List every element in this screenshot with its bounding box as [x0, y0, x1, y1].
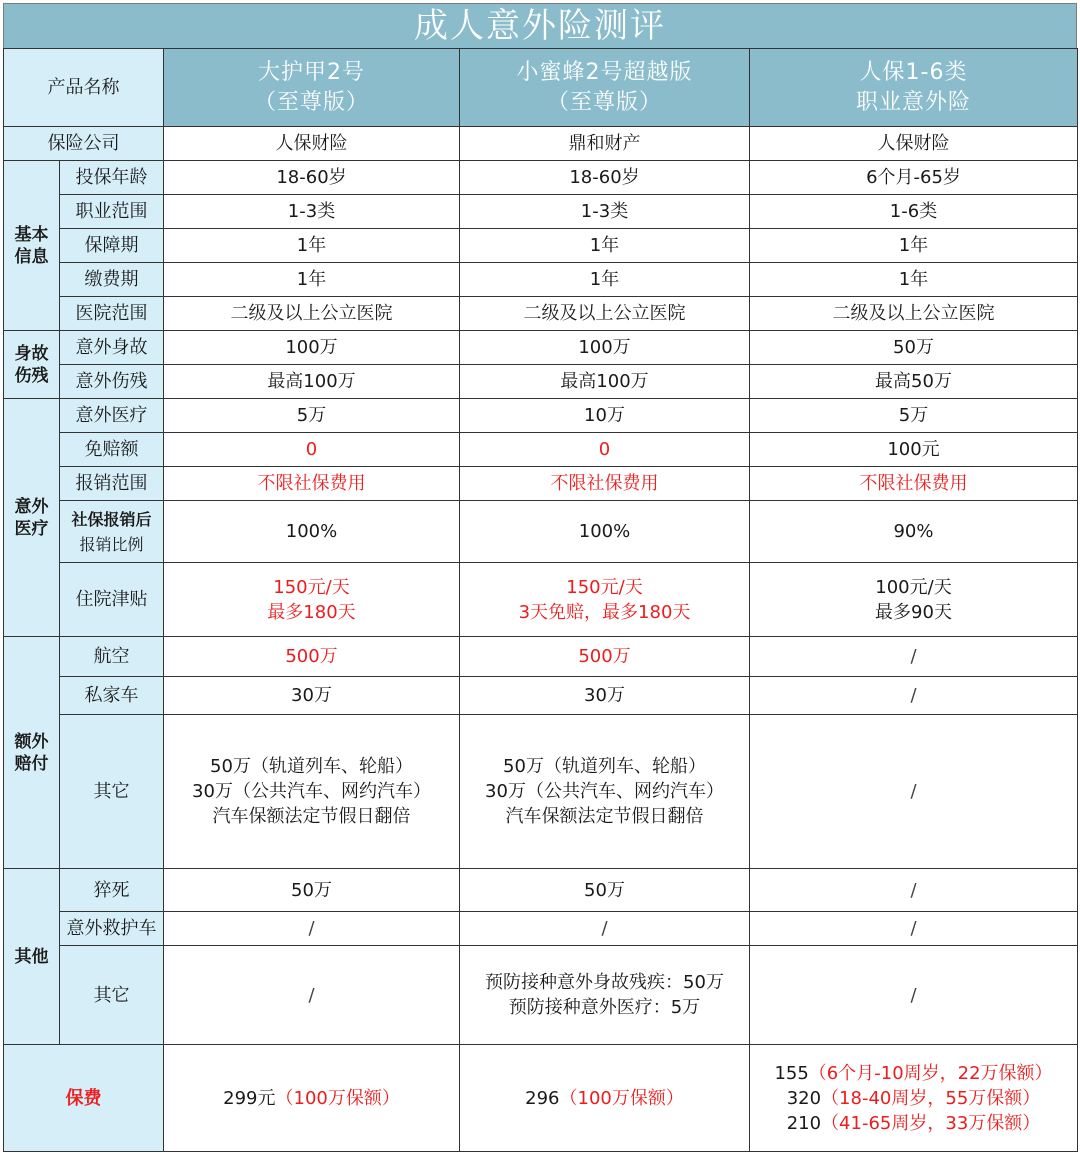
- table-row-company: [4, 127, 1078, 161]
- premium-price: 155: [774, 1062, 809, 1084]
- premium-note: （41-65周岁，33万保额）: [821, 1112, 1041, 1134]
- group-label-basic: [4, 161, 60, 331]
- premium-note: （18-40周岁，55万保额）: [821, 1087, 1041, 1109]
- table-row: [4, 399, 1078, 433]
- table-row: [4, 677, 1078, 715]
- cell-line: 150元/天: [566, 576, 643, 598]
- cell: 30万: [164, 677, 460, 715]
- table-row: [4, 563, 1078, 637]
- cell: 50万: [460, 869, 750, 912]
- row-label-sub: 报销比例: [79, 534, 144, 554]
- row-label: 意外伤残: [60, 365, 164, 399]
- table-row: [4, 433, 1078, 467]
- page-title: 成人意外险测评: [3, 3, 1077, 48]
- cell: 18-60岁: [460, 161, 750, 195]
- table-row: [4, 912, 1078, 946]
- cell: 30万: [460, 677, 750, 715]
- cell: [164, 563, 460, 637]
- row-label: 保险公司: [4, 127, 164, 161]
- premium-note: （100万保额）: [275, 1087, 400, 1109]
- row-label: 航空: [60, 637, 164, 677]
- product-header-3: [750, 49, 1078, 127]
- group-label-medical: [4, 399, 60, 637]
- table-row: [4, 195, 1078, 229]
- cell-line: 汽车保额法定节假日翻倍: [505, 806, 704, 827]
- premium-line: [164, 1086, 459, 1111]
- cell: 50万: [164, 869, 460, 912]
- cell: 6个月-65岁: [750, 161, 1078, 195]
- cell-line: 3天免赔，最多180天: [518, 601, 691, 623]
- cell: 1年: [460, 229, 750, 263]
- row-label: 猝死: [60, 869, 164, 912]
- cell: /: [750, 912, 1078, 946]
- table-row: [4, 161, 1078, 195]
- cell: 100万: [164, 331, 460, 365]
- cell: /: [460, 912, 750, 946]
- cell: 0: [164, 433, 460, 467]
- cell: [460, 946, 750, 1045]
- cell: 最高50万: [750, 365, 1078, 399]
- product-name: 大护甲2号: [258, 59, 365, 85]
- row-label: 意外身故: [60, 331, 164, 365]
- group-label-text: 身故伤残: [14, 343, 49, 386]
- cell: /: [750, 946, 1078, 1045]
- row-label: 意外救护车: [60, 912, 164, 946]
- premium-price: 320: [786, 1087, 822, 1109]
- group-label-text: 其他: [14, 946, 49, 967]
- cell: 二级及以上公立医院: [164, 297, 460, 331]
- group-label-text: 额外赔付: [14, 731, 49, 774]
- cell-line: 最多180天: [267, 601, 356, 623]
- product-header-row: [4, 49, 1078, 127]
- cell: 二级及以上公立医院: [750, 297, 1078, 331]
- premium-cell: [460, 1045, 750, 1152]
- cell: 不限社保费用: [164, 467, 460, 501]
- premium-line: [750, 1061, 1077, 1086]
- cell: 100%: [164, 501, 460, 563]
- product-header-2: [460, 49, 750, 127]
- cell: 0: [460, 433, 750, 467]
- row-label: 住院津贴: [60, 563, 164, 637]
- cell: /: [750, 637, 1078, 677]
- row-label-bold: 社保报销后: [71, 509, 152, 529]
- row-label: 意外医疗: [60, 399, 164, 433]
- group-label-text: 基本信息: [14, 224, 49, 267]
- premium-note: （6个月-10周岁，22万保额）: [808, 1062, 1053, 1084]
- table-row: [4, 946, 1078, 1045]
- group-label-death: [4, 331, 60, 399]
- cell: [164, 715, 460, 869]
- cell: 1-3类: [460, 195, 750, 229]
- cell: 最高100万: [164, 365, 460, 399]
- row-label: 医院范围: [60, 297, 164, 331]
- table-row: [4, 637, 1078, 677]
- premium-price: 299元: [223, 1087, 276, 1109]
- premium-cell: [164, 1045, 460, 1152]
- cell: 1-3类: [164, 195, 460, 229]
- row-label: 免赔额: [60, 433, 164, 467]
- cell-line: 最多90天: [875, 601, 952, 623]
- product-edition: （至尊版）: [253, 89, 369, 115]
- cell: 500万: [164, 637, 460, 677]
- cell: [460, 715, 750, 869]
- premium-line: [460, 1086, 749, 1111]
- comparison-table: [3, 48, 1078, 1152]
- row-label: 报销范围: [60, 467, 164, 501]
- cell: 1年: [750, 229, 1078, 263]
- premium-price: 296: [525, 1087, 560, 1109]
- table-row: [4, 715, 1078, 869]
- premium-price: 210: [786, 1112, 822, 1134]
- row-label: 其它: [60, 715, 164, 869]
- cell: 5万: [164, 399, 460, 433]
- product-name: 小蜜蜂2号超越版: [516, 59, 693, 85]
- cell: [460, 563, 750, 637]
- premium-line: [750, 1111, 1077, 1136]
- table-row: [4, 263, 1078, 297]
- cell-line: 汽车保额法定节假日翻倍: [212, 806, 411, 827]
- table-row: [4, 297, 1078, 331]
- cell: /: [750, 677, 1078, 715]
- group-label-other: [4, 869, 60, 1045]
- cell: 100万: [460, 331, 750, 365]
- premium-label: 保费: [4, 1045, 164, 1152]
- cell-line: 预防接种意外医疗：5万: [508, 997, 701, 1018]
- cell: [750, 563, 1078, 637]
- cell: /: [164, 946, 460, 1045]
- table-row: [4, 467, 1078, 501]
- table-row: [4, 331, 1078, 365]
- row-label: 私家车: [60, 677, 164, 715]
- product-header-1: [164, 49, 460, 127]
- cell: 100%: [460, 501, 750, 563]
- cell: 二级及以上公立医院: [460, 297, 750, 331]
- product-edition: （至尊版）: [546, 89, 662, 115]
- cell-line: 100元/天: [875, 576, 952, 598]
- cell-line: 预防接种意外身故残疾：50万: [485, 972, 724, 993]
- table-row: [4, 501, 1078, 563]
- premium-cell: [750, 1045, 1078, 1152]
- cell: 50万: [750, 331, 1078, 365]
- row-label: 投保年龄: [60, 161, 164, 195]
- cell: 1年: [750, 263, 1078, 297]
- cell: 1年: [164, 229, 460, 263]
- cell: 18-60岁: [164, 161, 460, 195]
- cell: 不限社保费用: [750, 467, 1078, 501]
- cell: 鼎和财产: [460, 127, 750, 161]
- product-name-label: 产品名称: [4, 49, 164, 127]
- cell: 1-6类: [750, 195, 1078, 229]
- table-row: [4, 229, 1078, 263]
- cell: 10万: [460, 399, 750, 433]
- row-label: 缴费期: [60, 263, 164, 297]
- cell: /: [750, 869, 1078, 912]
- table-row: [4, 869, 1078, 912]
- cell: 1年: [460, 263, 750, 297]
- product-name: 人保1-6类: [859, 59, 968, 85]
- cell: 5万: [750, 399, 1078, 433]
- cell: 1年: [164, 263, 460, 297]
- cell: 90%: [750, 501, 1078, 563]
- cell: 人保财险: [164, 127, 460, 161]
- table-row: [4, 365, 1078, 399]
- row-label: [60, 501, 164, 563]
- cell: 不限社保费用: [460, 467, 750, 501]
- premium-line: [750, 1086, 1077, 1111]
- cell-line: 30万（公共汽车、网约汽车）: [192, 781, 431, 802]
- cell-line: 150元/天: [273, 576, 350, 598]
- cell: /: [164, 912, 460, 946]
- cell: 最高100万: [460, 365, 750, 399]
- premium-note: （100万保额）: [559, 1087, 684, 1109]
- cell: 500万: [460, 637, 750, 677]
- row-label: 职业范围: [60, 195, 164, 229]
- cell-line: 50万（轨道列车、轮船）: [503, 756, 706, 777]
- product-edition: 职业意外险: [855, 89, 971, 115]
- cell-line: 30万（公共汽车、网约汽车）: [485, 781, 724, 802]
- cell-line: 50万（轨道列车、轮船）: [210, 756, 413, 777]
- cell: 人保财险: [750, 127, 1078, 161]
- cell: 100元: [750, 433, 1078, 467]
- row-label: 其它: [60, 946, 164, 1045]
- cell: /: [750, 715, 1078, 869]
- table-row-premium: [4, 1045, 1078, 1152]
- row-label: 保障期: [60, 229, 164, 263]
- group-label-text: 意外医疗: [14, 496, 49, 539]
- group-label-extra: [4, 637, 60, 869]
- comparison-sheet: [3, 3, 1077, 1152]
